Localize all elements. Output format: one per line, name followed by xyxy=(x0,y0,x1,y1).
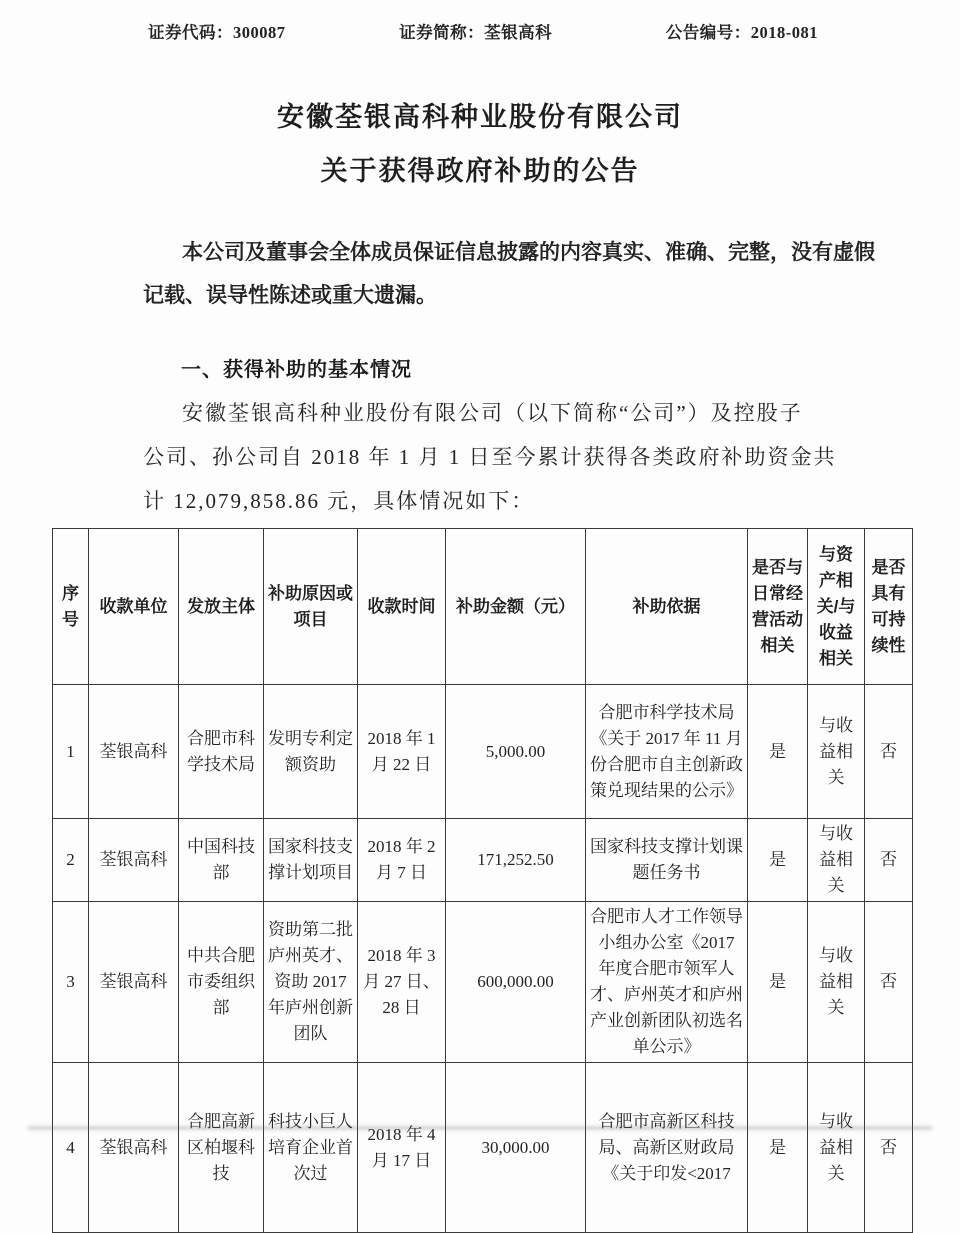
section-1-heading: 一、获得补助的基本情况 xyxy=(181,359,412,381)
stock-code: 证券代码：300087 xyxy=(148,23,286,42)
cell-amount: 171,252.50 xyxy=(446,819,586,902)
header-basis: 补助依据 xyxy=(586,529,748,685)
cell-receipt-date: 2018 年 3 月 27 日、28 日 xyxy=(358,902,446,1063)
cell-sustainability: 否 xyxy=(865,819,913,902)
cell-basis: 国家科技支撑计划课题任务书 xyxy=(586,819,748,902)
table-header-row xyxy=(53,529,913,685)
cell-basis: 合肥市高新区科技局、高新区财政局《关于印发<2017 xyxy=(586,1063,748,1233)
intro-line: 公司、孙公司自 2018 年 1 月 1 日至今累计获得各类政府补助资金共 xyxy=(143,445,837,469)
cell-reason-project: 科技小巨人培育企业首次过 xyxy=(264,1063,358,1233)
cell-grantor: 合肥市科学技术局 xyxy=(179,685,264,819)
cell-receipt-date: 2018 年 2 月 7 日 xyxy=(358,819,446,902)
cell-receipt-date: 2018 年 4 月 17 日 xyxy=(358,1063,446,1233)
header-reason-project: 补助原因或项目 xyxy=(264,529,358,685)
cell-sustainability: 否 xyxy=(865,902,913,1063)
board-disclaimer xyxy=(143,231,875,317)
cell-asset-or-income-related: 与收益相关 xyxy=(808,819,865,902)
cell-amount: 5,000.00 xyxy=(446,685,586,819)
cell-seq-no: 2 xyxy=(53,819,89,902)
cell-asset-or-income-related: 与收益相关 xyxy=(808,902,865,1063)
table-row xyxy=(53,902,913,1063)
page-bottom-cut-artifact xyxy=(28,1126,932,1130)
cell-basis: 合肥市人才工作领导小组办公室《2017 年度合肥市领军人才、庐州英才和庐州产业创新团队初选名单公示》 xyxy=(586,902,748,1063)
cell-daily-operation-related: 是 xyxy=(748,902,808,1063)
announcement-number: 公告编号：2018-081 xyxy=(665,23,818,42)
cell-recipient: 荃银高科 xyxy=(89,902,179,1063)
header-asset-or-income-related: 与资产相关/与收益相关 xyxy=(808,529,865,685)
intro-line: 计 12,079,858.86 元，具体情况如下： xyxy=(143,489,535,513)
cell-seq-no: 3 xyxy=(53,902,89,1063)
header-sustainability: 是否具有可持续性 xyxy=(865,529,913,685)
header-receipt-date: 收款时间 xyxy=(358,529,446,685)
cell-recipient: 荃银高科 xyxy=(89,819,179,902)
cell-receipt-date: 2018 年 1 月 22 日 xyxy=(358,685,446,819)
cell-grantor: 中国科技部 xyxy=(179,819,264,902)
disclaimer-line: 本公司及董事会全体成员保证信息披露的内容真实、准确、完整，没有虚假 xyxy=(182,240,875,264)
cell-asset-or-income-related: 与收益相关 xyxy=(808,1063,865,1233)
company-name-title: 安徽荃银高科种业股份有限公司 xyxy=(277,102,683,132)
cell-seq-no: 4 xyxy=(53,1063,89,1233)
intro-line: 安徽荃银高科种业股份有限公司（以下简称“公司”）及控股子 xyxy=(182,401,803,425)
cell-asset-or-income-related: 与收益相关 xyxy=(808,685,865,819)
header-grantor: 发放主体 xyxy=(179,529,264,685)
header-daily-operation-related: 是否与日常经营活动相关 xyxy=(748,529,808,685)
header-seq-no: 序号 xyxy=(53,529,89,685)
announcement-title: 关于获得政府补助的公告 xyxy=(320,156,640,186)
stock-short-name: 证券简称：荃银高科 xyxy=(399,23,553,42)
cell-recipient: 荃银高科 xyxy=(89,685,179,819)
cell-reason-project: 发明专利定额资助 xyxy=(264,685,358,819)
cell-basis: 合肥市科学技术局《关于 2017 年 11 月份合肥市自主创新政策兑现结果的公示》 xyxy=(586,685,748,819)
cell-daily-operation-related: 是 xyxy=(748,1063,808,1233)
cell-amount: 600,000.00 xyxy=(446,902,586,1063)
cell-reason-project: 资助第二批庐州英才、资助 2017 年庐州创新团队 xyxy=(264,902,358,1063)
cell-seq-no: 1 xyxy=(53,685,89,819)
cell-daily-operation-related: 是 xyxy=(748,819,808,902)
cell-daily-operation-related: 是 xyxy=(748,685,808,819)
cell-sustainability: 否 xyxy=(865,685,913,819)
cell-sustainability: 否 xyxy=(865,1063,913,1233)
table-row xyxy=(53,819,913,902)
cell-grantor: 合肥高新区柏堰科技 xyxy=(179,1063,264,1233)
cell-reason-project: 国家科技支撑计划项目 xyxy=(264,819,358,902)
disclaimer-line: 记载、误导性陈述或重大遗漏。 xyxy=(143,283,437,307)
header-recipient: 收款单位 xyxy=(89,529,179,685)
document-meta-row xyxy=(148,19,818,43)
table-row xyxy=(53,1063,913,1233)
cell-amount: 30,000.00 xyxy=(446,1063,586,1233)
table-row xyxy=(53,685,913,819)
section-1-intro-paragraph xyxy=(143,391,853,523)
header-amount: 补助金额（元） xyxy=(446,529,586,685)
cell-recipient: 荃银高科 xyxy=(89,1063,179,1233)
cell-grantor: 中共合肥市委组织部 xyxy=(179,902,264,1063)
